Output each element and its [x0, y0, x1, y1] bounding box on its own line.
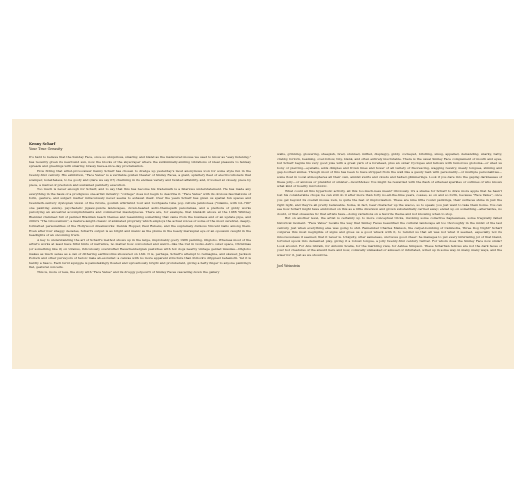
left-page: [12, 119, 263, 369]
right-page: [263, 119, 514, 369]
book-spread: [12, 119, 514, 369]
paragraph: But on another level, the artist is certainly up to more conceptual tricks, invoking some collective haplessness, some tragically failed historical moment. "Face Value" recalls the way that Smiley Faces beautified the cultural landscape all too thoroughly in the midst of the last century, just when everything else was going to shit. Remember Charles Manson, the carpet-bombing of Cambodia, Three Dog Night? Scharf conjures this most negligible of signs and gives us a good whack with it, to remind us that all was not what it seemed, especially not its innocuousness it seemed; that it never is. Ubiquity, utter sameness, unctuous good cheer: he manages to put every infuriating jot of that bland, tortured spook into demented play, giving it a robust tongue, a jolly twenty-first century twitter. For whom does the Smiley Face now smile? Look around. For Abu Ghraib, for Antonin Scalia, for the marbling view, for Ashlee Simpson. These Scharfian fellows are not the dark faces of your hot creatures of the absurd here and now, comically unmasked or amused or infuriated, wired up in some way, in many, many ways, and the wiser for it, just as we should be.: [277, 216, 502, 258]
paragraph: A key to understanding the art of Scharf's method shows up in the large, improbably goofy 1986 painting, Ohglobo. Whereas most of the artist's works at least have fitful hints of narrative, no matter how convoluted and weird—like the Cat in Gotzo-Astro outer space, Christmas (or something like it) on Uranus, ridiculously overstuffed Rauschenbergian pastiches with hot dogs nearby vintage gelded missiles—Ohglobo makes as much sense as a can of dithering earthworms showered on LSD. It is, perhaps, Scharf's attempt to reimagine, and skewer, Jackson Pollock and other purveyors of heroic male ab-ex-bullet: a canvas with no more apparent structure than Pollock's drippiest behemoth. Yet it is hardly a fiasco. Each lurid squiggle is painstakingly floated and uproariously bright and protuberant, giving a hefty finger to anyone painting's flat, gestural conceits.: [29, 237, 251, 270]
paragraph: How fitting that artist-provocateur Kenny Scharf has chosen to dredge up yesterday's most anonymous icon for some style fun in the twenty-first century. His exhibition, "Face Value" is a veritable golden theater of Smiley Faces, a giant, splattery fleet of electrocutioners that scamper, nonetheless, to be goofy and (dare we say it?) charming in its endless variety and twisted affability, and, if looked at closely, piece by piece, a marvel of precision and sustained painterly execution.: [29, 168, 251, 187]
paragraph: It's hard to believe that the Sunday Face, once so ubiquitous, smarmy, and bland as the manicured mouse we used to know as "easy listening," has recently given its newfound sun, now the blocks of the skyscraper where the subliminally-smiling vibrations of ideal pleasure to fantasy spreads and greetings with smarmy, brassy have-a-nice-day proclamation.: [29, 155, 251, 169]
paragraph: Too much is never enough for Scharf, and to say that this has become his trademark is a hilarious understatement. He has made any everything in the basis of a prodigious one-artist industry: "cottage" does not begin to describe it. "Face Value" with its obvious fascinations of form, gesture, and subject matter miraculously never seems to exhaust itself. Over the years Scharf has given us spatial fun spaces and twentieth-century dystopian vision of the future, goulish whirlwind tour and toothpaste tube pop culture jamborees ("Glamis, with GL-790" one painting exists), psychedelic jigsaw-puzzle landscapes, clown-headed astro-themepark panoramas, and a plethora of giddy works parodying an ancestral accomplishments and commercial masterpieces. There are, for example, that blank-lit above at the 1986 Whitney Biennial crammed full of painted Brazilian beach themes and resembling something that came from the business end of an update pipe, and 2002's "The Groovenium", a feature-length classic of animated propriety which employs the actual voices of some of the most cerebral, deeply-formatted personalities of the Hollywood dreamworks: Dennis Hopper, Paul Rubens, and the supremely dubious Vincent Gallo among them. Even after four shaggy decades, Scharf's output is as bright and manic as the plume in the beady marsupial eye of an opossum caught in the headlights of an oncoming truck.: [29, 187, 251, 238]
paragraph: This is, more or less, the story with "Face Value" and its druggy potpourri of Smiley Faces cascading down the gallery: [37, 269, 220, 274]
author-signature: Joel Weinstein: [277, 263, 300, 268]
author-heading: Kenny Scharf: [29, 142, 56, 146]
paragraph: What could all this hyperbolic activity, all this too-much-ness mean? Obviously, it's a shame for Scharf to draw more apple that he hasn't lost his considerable chops; he can still do it after more than forty no-all-the-time years, coaxes, so on and so forth, because "Face Value", once you get beyond its overall mouse look, is quite the feat of improvisation. These are nine little round paintings, their surfaces shine in just the right light, and they're all pretty believable. Some, in fact, bear character up the wazoo, so to speak; you just want to take them home. You can see how Scharf might have embroiled on this as a little diversion and grown substantially carried away; ended up on something—alternative, no doubt, or that obsessive tic that artists have—doing variations on a favorite theme and not knowing when to stop.: [277, 188, 502, 216]
essay-subtitle: Your True Greasity: [29, 146, 63, 151]
paragraph: walls, grinning, glowering, sheepish, bred, stunned, miffed, displaypy, giddy, cockeyed, bristling, smug, appalled, demanding, snarky, batty, crabby, forlorn, beaming, over-follow, tiny, blank, and often entirely inscrutable. There is the usual Smiley Face complement of mouth and eyes, but Scharf begins his very good joke with a great yarn of a forehead, plus an oxnar Cyclopes and fellows with tumorous globoma—or shed us bony or piercing—eyeballs, adds dimples and frown lines and hover of all variety of fluorescing, wagging revelry, meaty tongues, shining and gap-toothed smiles. Though most of this has been to have stripped from the wall like a gaudy rash with personality—or multiple personalities—some float in vocal atmospheres all their own, amidst swirls and clouds and halted glimmerings. Look if you dare into the gaping darknesses of these jolly—or anxious or prankful or sinister—mouthholes: You might be rewarded with the flash of ethereal sparkles or outlines of who knows what kind of hoarily microbiotic.: [277, 152, 502, 189]
